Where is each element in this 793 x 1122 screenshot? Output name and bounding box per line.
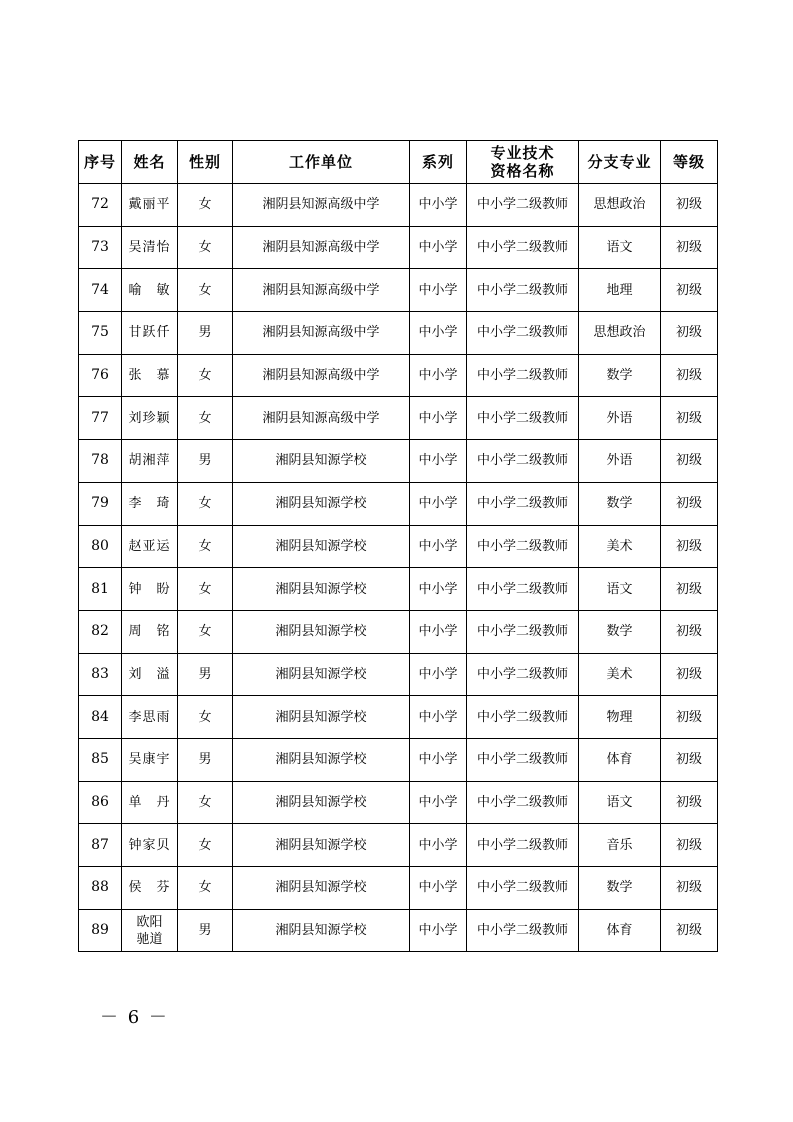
header-level: 等级: [661, 141, 718, 184]
cell-series: 中小学: [410, 909, 467, 952]
cell-qualification: 中小学二级教师: [467, 184, 579, 227]
cell-gender: 女: [178, 824, 233, 867]
table-row: [79, 525, 718, 568]
cell-gender: 女: [178, 226, 233, 269]
cell-level: 初级: [661, 867, 718, 910]
cell-name: 李思雨: [122, 696, 178, 739]
cell-qualification: 中小学二级教师: [467, 653, 579, 696]
cell-specialty: 音乐: [579, 824, 661, 867]
personnel-table: [78, 140, 718, 952]
header-name: 姓名: [122, 141, 178, 184]
cell-level: 初级: [661, 610, 718, 653]
cell-no: 74: [79, 269, 122, 312]
cell-name: 喻 敏: [122, 269, 178, 312]
table-row: [79, 440, 718, 483]
cell-gender: 女: [178, 525, 233, 568]
cell-level: 初级: [661, 269, 718, 312]
cell-no: 77: [79, 397, 122, 440]
cell-no: 82: [79, 610, 122, 653]
cell-qualification: 中小学二级教师: [467, 354, 579, 397]
cell-series: 中小学: [410, 610, 467, 653]
cell-qualification: 中小学二级教师: [467, 610, 579, 653]
cell-unit: 湘阴县知源学校: [233, 440, 410, 483]
table-row: [79, 354, 718, 397]
cell-gender: 女: [178, 610, 233, 653]
table-row: [79, 312, 718, 355]
cell-series: 中小学: [410, 653, 467, 696]
cell-gender: 女: [178, 354, 233, 397]
cell-no: 89: [79, 909, 122, 952]
cell-no: 73: [79, 226, 122, 269]
cell-unit: 湘阴县知源高级中学: [233, 397, 410, 440]
cell-specialty: 语文: [579, 226, 661, 269]
cell-series: 中小学: [410, 440, 467, 483]
cell-specialty: 美术: [579, 525, 661, 568]
cell-qualification: 中小学二级教师: [467, 440, 579, 483]
cell-unit: 湘阴县知源学校: [233, 738, 410, 781]
cell-name: 吴康宇: [122, 738, 178, 781]
cell-gender: 女: [178, 269, 233, 312]
cell-qualification: 中小学二级教师: [467, 781, 579, 824]
cell-name: 单 丹: [122, 781, 178, 824]
cell-series: 中小学: [410, 354, 467, 397]
cell-specialty: 数学: [579, 867, 661, 910]
header-specialty: 分支专业: [579, 141, 661, 184]
cell-series: 中小学: [410, 867, 467, 910]
cell-gender: 男: [178, 312, 233, 355]
cell-name: 甘跃仟: [122, 312, 178, 355]
cell-specialty: 地理: [579, 269, 661, 312]
cell-level: 初级: [661, 824, 718, 867]
cell-gender: 女: [178, 397, 233, 440]
cell-specialty: 外语: [579, 440, 661, 483]
cell-specialty: 体育: [579, 909, 661, 952]
cell-series: 中小学: [410, 824, 467, 867]
cell-no: 81: [79, 568, 122, 611]
cell-series: 中小学: [410, 568, 467, 611]
cell-no: 84: [79, 696, 122, 739]
cell-name: 钟 盼: [122, 568, 178, 611]
table-row: [79, 226, 718, 269]
cell-unit: 湘阴县知源学校: [233, 909, 410, 952]
cell-no: 72: [79, 184, 122, 227]
cell-name: 刘珍颖: [122, 397, 178, 440]
table-row: [79, 653, 718, 696]
cell-level: 初级: [661, 440, 718, 483]
cell-qualification: 中小学二级教师: [467, 312, 579, 355]
cell-level: 初级: [661, 397, 718, 440]
cell-gender: 男: [178, 653, 233, 696]
table-row: [79, 482, 718, 525]
cell-series: 中小学: [410, 525, 467, 568]
table-row: [79, 781, 718, 824]
cell-unit: 湘阴县知源学校: [233, 824, 410, 867]
cell-level: 初级: [661, 696, 718, 739]
cell-no: 87: [79, 824, 122, 867]
cell-gender: 女: [178, 696, 233, 739]
cell-unit: 湘阴县知源学校: [233, 482, 410, 525]
cell-qualification: 中小学二级教师: [467, 696, 579, 739]
cell-gender: 男: [178, 440, 233, 483]
cell-series: 中小学: [410, 397, 467, 440]
cell-unit: 湘阴县知源高级中学: [233, 312, 410, 355]
cell-gender: 女: [178, 568, 233, 611]
table-row: [79, 867, 718, 910]
cell-gender: 女: [178, 867, 233, 910]
cell-qualification: 中小学二级教师: [467, 269, 579, 312]
cell-specialty: 美术: [579, 653, 661, 696]
cell-series: 中小学: [410, 781, 467, 824]
cell-no: 83: [79, 653, 122, 696]
cell-unit: 湘阴县知源高级中学: [233, 226, 410, 269]
header-no: 序号: [79, 141, 122, 184]
cell-name: 刘 溢: [122, 653, 178, 696]
cell-specialty: 体育: [579, 738, 661, 781]
cell-level: 初级: [661, 781, 718, 824]
header-gender: 性别: [178, 141, 233, 184]
table-row: [79, 568, 718, 611]
cell-no: 79: [79, 482, 122, 525]
cell-level: 初级: [661, 653, 718, 696]
cell-series: 中小学: [410, 482, 467, 525]
cell-level: 初级: [661, 482, 718, 525]
header-unit: 工作单位: [233, 141, 410, 184]
cell-qualification: 中小学二级教师: [467, 525, 579, 568]
cell-unit: 湘阴县知源学校: [233, 781, 410, 824]
table-row: [79, 824, 718, 867]
cell-qualification: 中小学二级教师: [467, 738, 579, 781]
cell-qualification: 中小学二级教师: [467, 568, 579, 611]
cell-level: 初级: [661, 354, 718, 397]
cell-level: 初级: [661, 226, 718, 269]
cell-name: 吴清怡: [122, 226, 178, 269]
cell-unit: 湘阴县知源高级中学: [233, 354, 410, 397]
cell-no: 88: [79, 867, 122, 910]
cell-name: 张 慕: [122, 354, 178, 397]
cell-specialty: 数学: [579, 354, 661, 397]
cell-name: 欧阳驰道: [122, 909, 178, 952]
cell-level: 初级: [661, 184, 718, 227]
cell-name: 胡湘萍: [122, 440, 178, 483]
cell-level: 初级: [661, 312, 718, 355]
cell-qualification: 中小学二级教师: [467, 824, 579, 867]
cell-specialty: 语文: [579, 781, 661, 824]
cell-no: 78: [79, 440, 122, 483]
cell-unit: 湘阴县知源学校: [233, 568, 410, 611]
table-row: [79, 269, 718, 312]
cell-specialty: 外语: [579, 397, 661, 440]
cell-gender: 男: [178, 738, 233, 781]
cell-series: 中小学: [410, 312, 467, 355]
cell-series: 中小学: [410, 184, 467, 227]
cell-name: 戴丽平: [122, 184, 178, 227]
cell-gender: 女: [178, 781, 233, 824]
cell-no: 75: [79, 312, 122, 355]
cell-unit: 湘阴县知源高级中学: [233, 269, 410, 312]
cell-specialty: 思想政治: [579, 184, 661, 227]
cell-level: 初级: [661, 525, 718, 568]
cell-specialty: 思想政治: [579, 312, 661, 355]
table-row: [79, 738, 718, 781]
cell-qualification: 中小学二级教师: [467, 482, 579, 525]
header-qualification: 专业技术资格名称: [467, 141, 579, 184]
cell-series: 中小学: [410, 269, 467, 312]
cell-series: 中小学: [410, 738, 467, 781]
cell-name: 钟家贝: [122, 824, 178, 867]
cell-name: 李 琦: [122, 482, 178, 525]
cell-no: 85: [79, 738, 122, 781]
table-row: [79, 610, 718, 653]
cell-qualification: 中小学二级教师: [467, 226, 579, 269]
cell-series: 中小学: [410, 696, 467, 739]
cell-name: 赵亚运: [122, 525, 178, 568]
table-row: [79, 909, 718, 952]
cell-unit: 湘阴县知源学校: [233, 653, 410, 696]
cell-gender: 女: [178, 184, 233, 227]
header-series: 系列: [410, 141, 467, 184]
cell-specialty: 数学: [579, 610, 661, 653]
table-row: [79, 397, 718, 440]
cell-no: 80: [79, 525, 122, 568]
cell-name: 周 铭: [122, 610, 178, 653]
cell-level: 初级: [661, 738, 718, 781]
page-number: － 6 －: [100, 1007, 169, 1028]
table-row: [79, 184, 718, 227]
cell-unit: 湘阴县知源学校: [233, 610, 410, 653]
cell-level: 初级: [661, 909, 718, 952]
cell-level: 初级: [661, 568, 718, 611]
cell-unit: 湘阴县知源学校: [233, 867, 410, 910]
cell-qualification: 中小学二级教师: [467, 397, 579, 440]
cell-series: 中小学: [410, 226, 467, 269]
cell-unit: 湘阴县知源学校: [233, 696, 410, 739]
cell-no: 86: [79, 781, 122, 824]
cell-specialty: 数学: [579, 482, 661, 525]
cell-specialty: 物理: [579, 696, 661, 739]
cell-no: 76: [79, 354, 122, 397]
cell-gender: 男: [178, 909, 233, 952]
table-header-row: [79, 141, 718, 184]
cell-qualification: 中小学二级教师: [467, 867, 579, 910]
cell-gender: 女: [178, 482, 233, 525]
cell-unit: 湘阴县知源高级中学: [233, 184, 410, 227]
cell-name: 侯 芬: [122, 867, 178, 910]
cell-specialty: 语文: [579, 568, 661, 611]
cell-qualification: 中小学二级教师: [467, 909, 579, 952]
cell-unit: 湘阴县知源学校: [233, 525, 410, 568]
table-row: [79, 696, 718, 739]
